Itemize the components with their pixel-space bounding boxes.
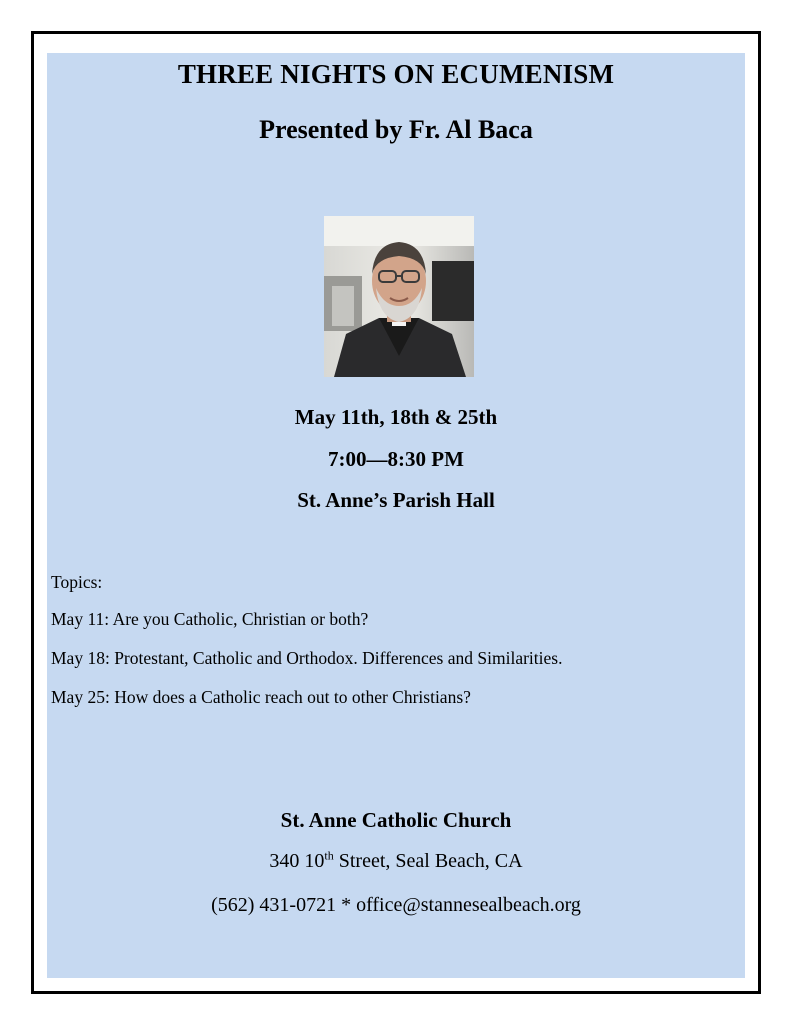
flyer-panel [47, 53, 745, 978]
topics-heading: Topics: [51, 572, 103, 592]
topic-item-3: May 25: How does a Catholic reach out to other Christians? [51, 687, 471, 707]
event-time: 7:00—8:30 PM [328, 447, 464, 471]
address-ordinal: th [324, 848, 334, 863]
topic-item-1: May 11: Are you Catholic, Christian or both? [51, 609, 369, 629]
event-location: St. Anne’s Parish Hall [297, 488, 495, 512]
flyer-title: THREE NIGHTS ON ECUMENISM [177, 59, 615, 89]
flyer-border [31, 31, 761, 994]
flyer-subtitle: Presented by Fr. Al Baca [259, 115, 533, 144]
church-contact: (562) 431-0721 * office@stannesealbeach.org [211, 894, 581, 916]
church-address [47, 850, 745, 873]
church-name: St. Anne Catholic Church [280, 808, 512, 832]
presenter-photo [324, 216, 474, 377]
topic-item-2: May 18: Protestant, Catholic and Orthodox. Differences and Similarities. [51, 648, 563, 668]
event-dates: May 11th, 18th & 25th [294, 405, 498, 429]
address-street: Street, Seal Beach, CA [333, 850, 523, 872]
address-number: 340 10 [269, 850, 325, 872]
